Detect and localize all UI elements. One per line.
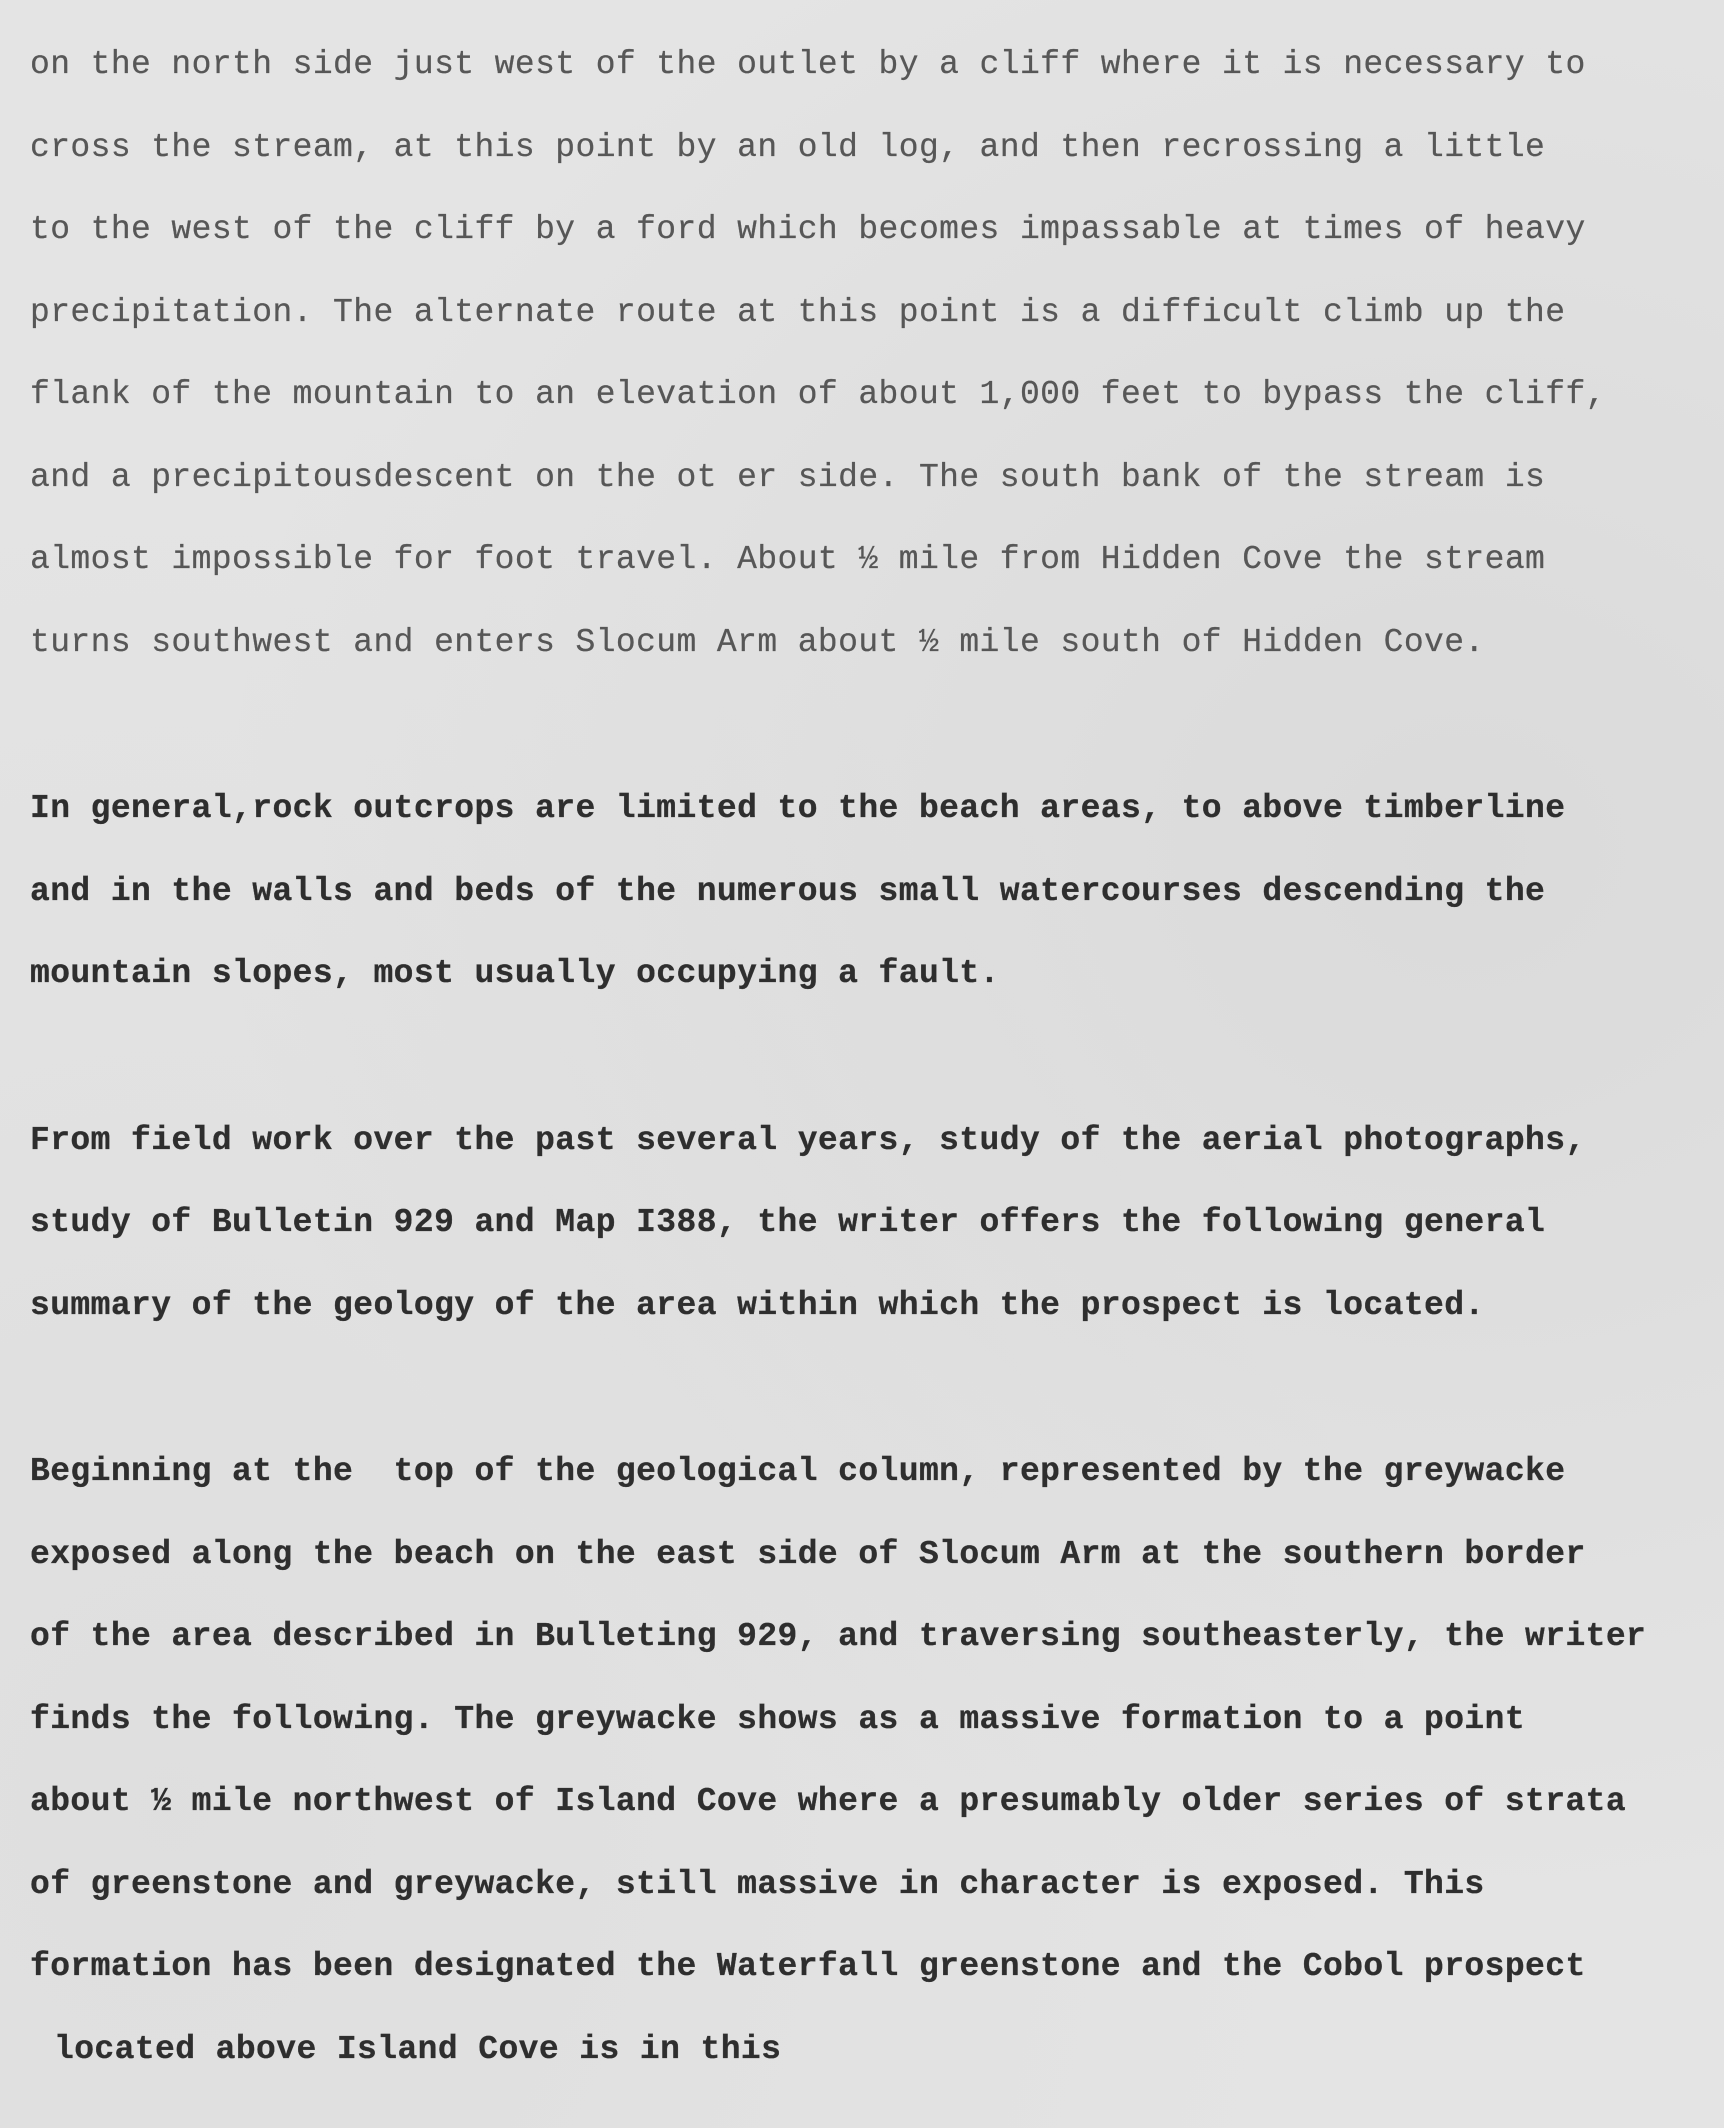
text-line: finds the following. The greywacke shows as a massive formation to a point — [30, 1700, 1526, 1738]
paragraph-gap — [30, 700, 1724, 784]
paragraph-gap — [30, 1032, 1724, 1116]
text-line: flank of the mountain to an elevation of about 1,000 feet to bypass the cliff, — [30, 376, 1606, 413]
text-line: and in the walls and beds of the numerous small watercourses descending the — [30, 872, 1546, 910]
text-line: From field work over the past several years, study of the aerial photographs, — [30, 1121, 1586, 1159]
paragraph-gap — [30, 1363, 1724, 1447]
paragraph-route-description — [30, 40, 1724, 700]
text-line: and a precipitousdescent on the ot er side. The south bank of the stream is — [30, 458, 1546, 496]
paragraph-geological-column — [30, 1447, 1724, 2107]
paragraph-rock-outcrops — [30, 784, 1724, 1032]
text-line: mountain slopes, most usually occupying a fault. — [30, 955, 1000, 992]
text-line: almost impossible for foot travel. About ½ mile from Hidden Cove the stream — [30, 541, 1546, 578]
text-line: turns southwest and enters Slocum Arm about ½ mile south of Hidden Cove. — [30, 623, 1485, 661]
text-line: study of Bulletin 929 and Map I388, the writer offers the following general — [30, 1204, 1546, 1241]
text-line: formation has been designated the Waterfall greenstone and the Cobol prospect — [30, 1948, 1586, 1985]
paragraph-field-work — [30, 1116, 1724, 1364]
text-line: about ½ mile northwest of Island Cove where a presumably older series of strata — [30, 1783, 1627, 1820]
text-line: cross the stream, at this point by an old log, and then recrossing a little — [30, 128, 1546, 166]
text-line: In general,rock outcrops are limited to the beach areas, to above timberline — [30, 790, 1566, 827]
text-line: Beginning at the top of the geological column, represented by the greywacke — [30, 1453, 1566, 1490]
text-line: of the area described in Bulleting 929, and traversing southeasterly, the writer — [30, 1618, 1647, 1655]
text-line: summary of the geology of the area within which the prospect is located. — [30, 1286, 1485, 1324]
text-line: on the north side just west of the outlet by a cliff where it is necessary to — [30, 46, 1586, 83]
text-line: of greenstone and greywacke, still massive in character is exposed. This — [30, 1865, 1485, 1903]
text-line: exposed along the beach on the east side of Slocum Arm at the southern border — [30, 1535, 1586, 1573]
text-line: precipitation. The alternate route at this point is a difficult climb up the — [30, 293, 1566, 331]
text-line: located above Island Cove is in this — [54, 2030, 782, 2068]
text-line: to the west of the cliff by a ford which becomes impassable at times of heavy — [30, 211, 1586, 248]
